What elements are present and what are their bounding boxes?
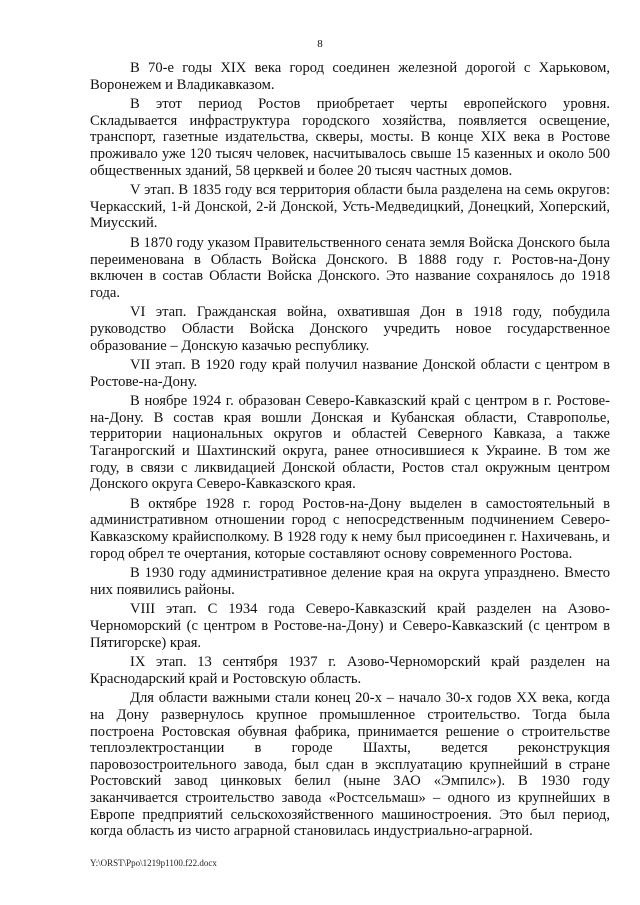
paragraph: V этап. В 1835 году вся территория области была разделена на семь округов: Черкасский, 1-й Донской, 2-й Донской, Усть-Медведицкий, Донецкий, Хоперский, Миусский. xyxy=(90,182,610,232)
paragraph: В 1870 году указом Правительственного сената земля Войска Донского была переименована в Область Войска Донского. В 1888 году г. Ростов-на-Дону включен в состав Области Войска Донского. Это название сохранялось до 1918 года. xyxy=(90,234,610,301)
paragraph: В этот период Ростов приобретает черты европейского уровня. Складывается инфраструктура городского хозяйства, появляется освещение, транспорт, газетные издательства, скверы, мосты. В конце XIX века в Ростове проживало уже 120 тысяч человек, насчитывалось свыше 15 казенных и около 500 общественных зданий, 58 церквей и более 20 тысяч частных домов. xyxy=(90,96,610,179)
paragraph: В октябре 1928 г. город Ростов-на-Дону выделен в самостоятельный в административном отношении город с непосредственным подчинением Северо-Кавказскому крайисполкому. В 1928 году к нему был присоединен г. Нахичевань, и город обрел те очертания, которые составляют основу современного Ростова. xyxy=(90,495,610,562)
paragraph: В 1930 году административное деление края на округа упразднено. Вместо них появились районы. xyxy=(90,565,610,598)
paragraph: В ноябре 1924 г. образован Северо-Кавказский край с центром в г. Ростове-на-Дону. В состав края вошли Донская и Кубанская области, Ставрополье, территории национальных округов и областей Северного Кавказа, а также Таганрогский и Шахтинский округа, ранее относившиеся к Украине. В том же году, в связи с ликвидацией Донской области, Ростов стал окружным центром Донского округа Северо-Кавказского края. xyxy=(90,393,610,493)
paragraph: Для области важными стали конец 20-х – начало 30-х годов XX века, когда на Дону развернулось крупное промышленное строительство. Тогда была построена Ростовская обувная фабрика, принимается решение о строительстве теплоэлектростанции в городе Шахты, ведется реконструкция паровозостроительного завода, был сдан в эксплуатацию крупнейший в стране Ростовский завод цинковых белил (ныне ЗАО «Эмпилс»). В 1930 году заканчивается строительство завода «Ростсельмаш» – одного из крупнейших в Европе предприятий сельскохозяйственного машиностроения. Это был период, когда область из чисто аграрной становилась индустриально-аграрной. xyxy=(90,690,610,840)
paragraph: В 70-е годы XIX века город соединен железной дорогой с Харьковом, Воронежем и Владикавказом. xyxy=(90,60,610,93)
paragraph: VIII этап. С 1934 года Северо-Кавказский край разделен на Азово-Черноморский (с центром в Ростове-на-Дону) и Северо-Кавказский (с центром в Пятигорске) края. xyxy=(90,601,610,651)
page-number: 8 xyxy=(317,38,323,50)
footer-file-path: Y:\ORST\Ppo\1219p1100.f22.docx xyxy=(90,858,217,868)
paragraph: VI этап. Гражданская война, охватившая Дон в 1918 году, побудила руководство Области Войска Донского учредить новое государственное образование – Донскую казачью республику. xyxy=(90,304,610,354)
paragraph: VII этап. В 1920 году край получил название Донской области с центром в Ростове-на-Дону. xyxy=(90,357,610,390)
document-body xyxy=(90,60,610,843)
paragraph: IX этап. 13 сентября 1937 г. Азово-Черноморский край разделен на Краснодарский край и Ростовскую область. xyxy=(90,654,610,687)
